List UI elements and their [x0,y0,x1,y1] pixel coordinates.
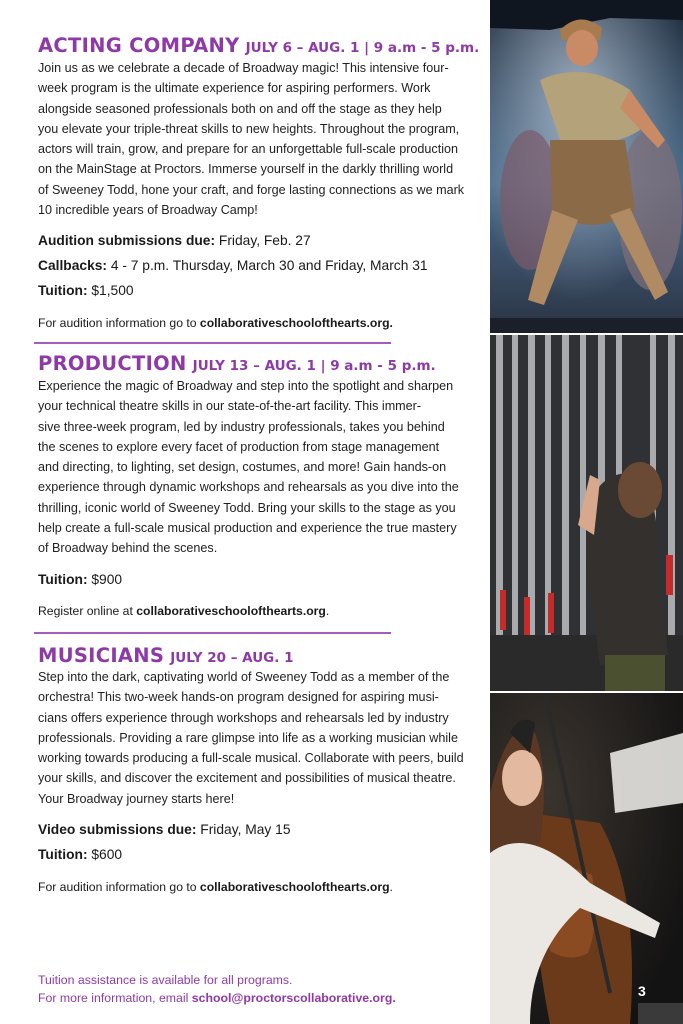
production-crew-photo [490,335,683,691]
actor-dancing-image [490,0,683,333]
acting-description [38,58,478,220]
acting-tuition [38,283,134,298]
text-line: working towards producing a full-scale musical. Collaborate with peers, build [38,751,464,766]
production-heading [38,352,436,375]
text-line: of Sweeney Todd, hone your craft, and forge lasting connections as we mark [38,182,465,197]
page-number: 3 [638,983,646,999]
text-line: of Broadway behind the scenes. [38,541,218,556]
musicians-dates: JULY 20 – AUG. 1 [170,650,294,666]
acting-info [38,316,393,330]
musicians-video-due [38,822,291,837]
musicians-tuition [38,847,122,862]
text-line: Step into the dark, captivating world of Sweeney Todd as a member of the [38,670,450,684]
acting-audition-due [38,233,311,248]
musicians-description [38,667,478,809]
text-line: Join us as we celebrate a decade of Broadway magic! This intensive four- [38,61,449,75]
text-line: cians offers experience through workshops and rehearsals led by industry [38,710,449,725]
text-line: experience through dynamic workshops and rehearsals as you dive into the [38,480,459,495]
acting-info-link[interactable]: collaborativeschoolofthearts.org. [199,316,393,330]
video-label: Video submissions due: [38,822,197,837]
audition-value: Friday, Feb. 27 [215,233,311,248]
footer-email-link[interactable]: school@proctorscollaborative.org. [191,991,396,1005]
text-line: your technical theatre skills in our state-of-the-art facility. This immer- [38,399,422,414]
production-info [38,604,329,618]
acting-title: ACTING COMPANY [38,34,240,57]
musicians-info-link[interactable]: collaborativeschoolofthearts.org [199,880,390,894]
info-text: For audition information go to [38,880,200,894]
text-line: your skills, and discover the excitement and possibilities of musical theatre. [38,771,456,786]
text-line: the scenes to explore every facet of production from stage management [38,439,440,454]
musicians-info [38,880,393,894]
footer-line-1: Tuition assistance is available for all programs. [38,973,293,987]
text-line: help create a full-scale musical production and experience the true mastery [38,521,457,536]
callbacks-label: Callbacks: [38,258,108,273]
text-line: Your Broadway journey starts here! [38,791,235,806]
text-line: orchestra! This two-week hands-on program designed for aspiring musi- [38,690,439,705]
text-line: you elevate your triple-threat skills to new heights. Throughout the program, [38,121,460,136]
text-line: on the MainStage at Proctors. Immerse yourself in the darkly thrilling world [38,162,454,177]
acting-heading [38,34,479,57]
tuition-label: Tuition: [38,283,88,298]
musicians-heading [38,644,293,667]
production-dates: JULY 13 – AUG. 1 | 9 a.m - 5 p.m. [192,358,436,374]
text-line: Experience the magic of Broadway and step into the spotlight and sharpen [38,379,454,393]
text-line: professionals. Providing a rare glimpse into life as a working musician while [38,730,458,745]
musician-bass-image [490,693,683,1024]
production-crew-image [490,335,683,691]
tuition-label: Tuition: [38,572,88,587]
footer-line-2 [38,989,396,1007]
section-divider [34,342,391,344]
text-line: thrilling, iconic world of Sweeney Todd. Bring your skills to the stage as you [38,500,456,515]
text-line: actors will train, grow, and prepare for an unforgettable full-scale production [38,142,459,157]
tuition-value: $600 [87,847,123,862]
text-line: 10 incredible years of Broadway Camp! [38,203,258,218]
text-line: sive three-week program, led by industry professionals, takes you behind [38,419,445,434]
section-divider [34,632,391,634]
info-text: For audition information go to [38,316,200,330]
acting-dates: JULY 6 – AUG. 1 | 9 a.m - 5 p.m. [245,40,480,56]
audition-label: Audition submissions due: [38,233,216,248]
musicians-title: MUSICIANS [38,644,165,667]
acting-callbacks [38,258,428,273]
text-line: week program is the ultimate experience for aspiring performers. Work [38,81,431,96]
production-title: PRODUCTION [38,352,187,375]
video-value: Friday, May 15 [196,822,291,837]
text-line: alongside seasoned professionals both on and off the stage as they help [38,101,442,116]
footer-text: For more information, email [38,991,192,1005]
callbacks-value: 4 - 7 p.m. Thursday, March 30 and Friday, March 31 [107,258,428,273]
production-tuition [38,572,122,587]
tuition-value: $900 [87,572,123,587]
text-line: and directing, to lighting, set design, costumes, and more! Gain hands-on [38,460,447,475]
musician-bass-photo [490,693,683,1024]
actor-dancing-photo [490,0,683,333]
info-text: Register online at [38,604,137,618]
production-description [38,376,478,559]
tuition-label: Tuition: [38,847,88,862]
footer-note [38,971,396,1007]
tuition-value: $1,500 [87,283,134,298]
info-end: . [325,604,330,618]
info-end: . [389,880,393,894]
production-info-link[interactable]: collaborativeschoolofthearts.org [136,604,326,618]
